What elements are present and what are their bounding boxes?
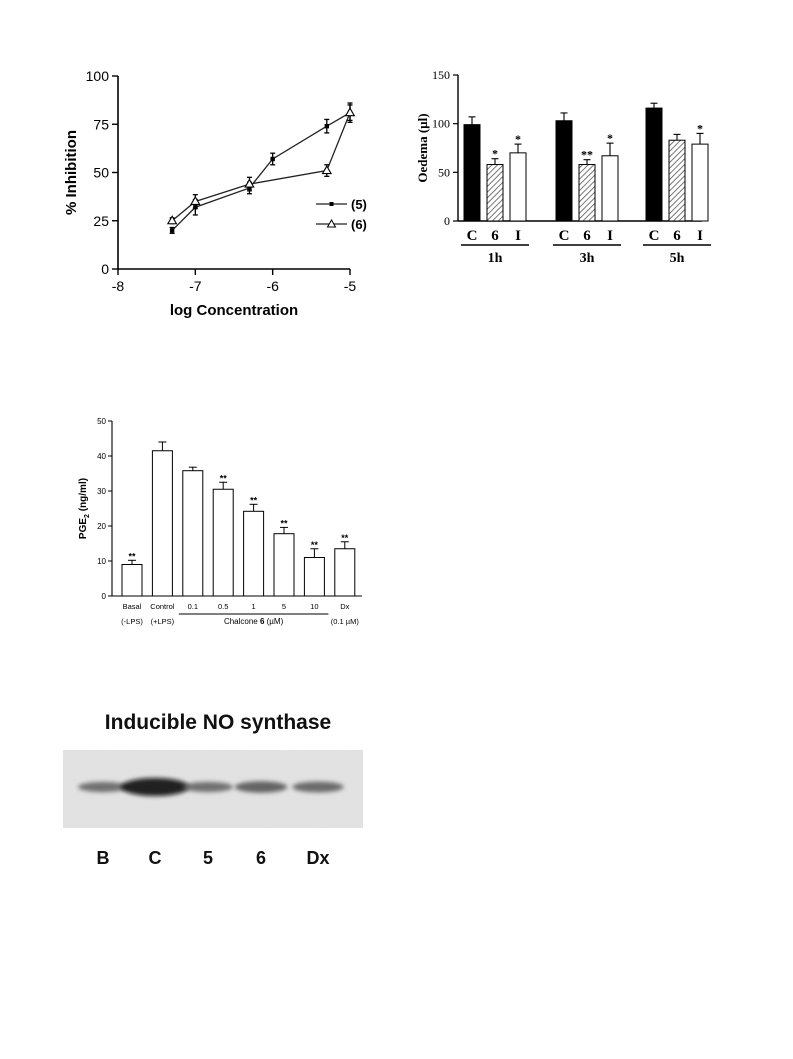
bar-label: I xyxy=(515,228,521,244)
data-point-square xyxy=(170,228,174,232)
y-tick-label: 25 xyxy=(93,212,109,229)
bar xyxy=(122,565,142,597)
bar xyxy=(487,165,503,221)
data-point-triangle xyxy=(323,166,332,174)
bar xyxy=(646,108,662,221)
bar xyxy=(602,156,618,221)
y-tick-label: 20 xyxy=(97,522,106,531)
y-tick-label: 0 xyxy=(101,261,109,277)
pge2-bar-chart xyxy=(78,417,362,626)
y-tick-label: 150 xyxy=(432,68,450,82)
bar xyxy=(213,489,233,596)
blot-lane-labels xyxy=(97,848,330,868)
significance-mark: * xyxy=(697,121,703,136)
y-tick-label: 100 xyxy=(85,68,109,84)
bar xyxy=(335,549,355,596)
bar xyxy=(304,558,324,597)
bar xyxy=(510,153,526,221)
bar xyxy=(152,451,172,596)
lane-label: B xyxy=(96,848,110,868)
western-blot xyxy=(63,711,363,868)
bar xyxy=(669,140,685,221)
blot-band xyxy=(78,782,128,792)
inhibition-line-chart xyxy=(63,68,367,319)
bar-label: 0.5 xyxy=(217,602,229,611)
bar-label: I xyxy=(697,228,703,244)
data-point-triangle xyxy=(168,216,177,224)
significance-mark: ** xyxy=(341,532,349,543)
bar-label: Control xyxy=(150,602,175,611)
y-tick-label: 50 xyxy=(93,164,109,181)
y-tick-label: 75 xyxy=(93,116,109,133)
significance-mark: * xyxy=(515,132,521,147)
y-axis-label: % Inhibition xyxy=(63,130,80,215)
y-tick-label: 50 xyxy=(438,165,450,180)
significance-mark: ** xyxy=(581,147,593,162)
significance-mark: ** xyxy=(219,473,227,484)
blot-band xyxy=(121,778,189,796)
y-tick-label: 0 xyxy=(101,592,106,601)
bar xyxy=(274,534,294,596)
y-tick-label: 0 xyxy=(444,214,450,228)
bar-label: C xyxy=(466,228,478,244)
x-axis-label: log Concentration xyxy=(169,302,299,319)
oedema-bar-chart xyxy=(415,68,711,266)
bar-label: 6 xyxy=(583,228,591,244)
x-tick-label: -5 xyxy=(343,278,357,294)
lane-label: C xyxy=(148,848,162,868)
bar-label: 0.1 xyxy=(187,602,199,611)
data-point-square xyxy=(270,157,274,161)
significance-mark: * xyxy=(492,146,498,161)
y-tick-label: 40 xyxy=(97,452,106,461)
bar xyxy=(579,165,595,221)
y-axis-label: $PGE_2$ (ng/ml) xyxy=(78,477,91,540)
bar-label: Dx xyxy=(340,602,350,611)
lane-label: 6 xyxy=(255,848,267,868)
bar-label: C xyxy=(648,228,660,244)
y-tick-label: 30 xyxy=(97,487,106,496)
data-point-square xyxy=(325,124,329,128)
x-tick-label: -8 xyxy=(111,278,125,294)
group-label: Chalcone 6 (µM) xyxy=(223,617,284,626)
bar-label: Basal xyxy=(122,602,142,611)
significance-mark: ** xyxy=(128,551,136,562)
bar-label: 6 xyxy=(673,228,681,244)
bar-sublabel: (0.1 µM) xyxy=(330,617,359,626)
bar xyxy=(244,511,264,596)
lane-label: Dx xyxy=(306,848,330,868)
legend-label: (5) xyxy=(351,197,367,212)
y-axis-label: Oedema (µl) xyxy=(415,113,430,183)
group-label: 3h xyxy=(579,251,595,266)
data-point-triangle xyxy=(346,108,355,116)
group-label: 5h xyxy=(669,251,685,266)
bar xyxy=(183,471,203,596)
bar-label: C xyxy=(558,228,570,244)
y-tick-label: 50 xyxy=(97,417,106,426)
significance-mark: ** xyxy=(250,495,258,506)
blot-band xyxy=(183,782,233,792)
bar-sublabel: (-LPS) xyxy=(121,617,143,626)
bar-label: 5 xyxy=(281,602,287,611)
significance-mark: ** xyxy=(280,518,288,529)
bar xyxy=(464,125,480,221)
bar-label: I xyxy=(607,228,613,244)
blot-band xyxy=(235,781,288,792)
y-tick-label: 100 xyxy=(432,116,450,131)
significance-mark: * xyxy=(607,131,613,146)
legend-marker-square xyxy=(330,202,334,206)
bar-label: 10 xyxy=(310,602,319,611)
bar xyxy=(692,144,708,221)
y-tick-label: 10 xyxy=(97,557,106,566)
bar xyxy=(556,121,572,221)
bar-sublabel: (+LPS) xyxy=(150,617,175,626)
lane-label: 5 xyxy=(202,848,214,868)
bar-label: 6 xyxy=(491,228,499,244)
legend-label: (6) xyxy=(351,217,367,232)
blot-title: Inducible NO synthase xyxy=(104,711,332,734)
x-tick-label: -7 xyxy=(189,278,202,294)
group-label: 1h xyxy=(487,251,503,266)
significance-mark: ** xyxy=(310,539,318,550)
bar-label: 1 xyxy=(251,602,256,611)
blot-band xyxy=(292,782,343,793)
x-tick-label: -6 xyxy=(266,278,279,294)
